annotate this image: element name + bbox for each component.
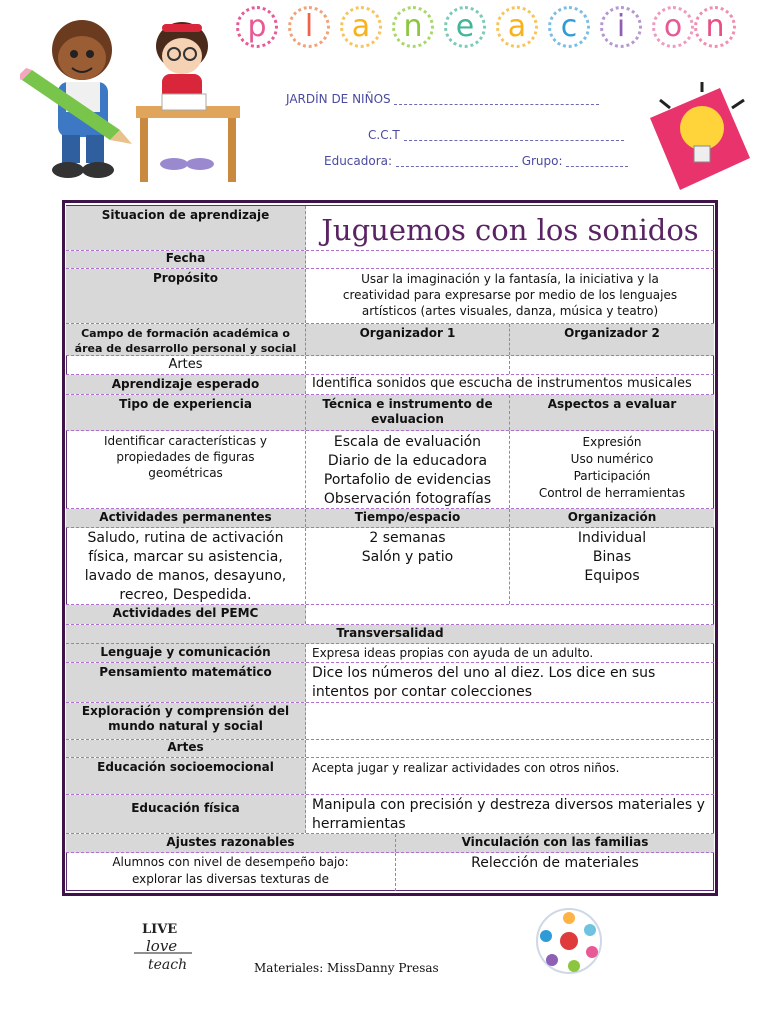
- grupo-label: Grupo:: [521, 154, 563, 168]
- tiempo-values[interactable]: [306, 528, 510, 604]
- tipo-value: Identificar características y propiedades de figuras geométricas: [103, 434, 268, 480]
- aspecto-item: Expresión: [582, 435, 642, 449]
- title-letter: o: [652, 6, 694, 48]
- artes-label: Artes: [167, 740, 204, 754]
- tipo-label: Tipo de experiencia: [119, 397, 252, 411]
- organizador1-value[interactable]: [306, 356, 510, 374]
- organizacion-item: Equipos: [584, 568, 640, 584]
- lenguaje-value: Expresa ideas propias con ayuda de un adulto.: [312, 646, 594, 660]
- aspecto-item: Uso numérico: [570, 452, 654, 466]
- organizacion-item: Individual: [577, 530, 647, 546]
- row-situacion: [66, 206, 714, 251]
- svg-text:teach: teach: [148, 957, 188, 973]
- tiempo-label: Tiempo/espacio: [354, 510, 461, 524]
- tecnica-label: Técnica e instrumento de evaluacion: [322, 397, 493, 426]
- educadora-field[interactable]: [396, 156, 518, 167]
- row-tipo-values: [66, 431, 714, 509]
- live-love-teach-logo: [130, 913, 200, 983]
- exploracion-value[interactable]: [306, 703, 714, 739]
- lightbulb-icon: [640, 78, 755, 198]
- vinculacion-label: Vinculación con las familias: [461, 835, 649, 849]
- girl-at-desk-illustration: [132, 14, 244, 194]
- title-letter: l: [288, 6, 330, 48]
- tiempo-item: Salón y patio: [361, 549, 454, 565]
- jardin-field[interactable]: [394, 94, 599, 105]
- fisica-value: Manipula con precisión y destreza diversos materiales y herramientas: [312, 797, 705, 832]
- artes-value[interactable]: [306, 740, 714, 757]
- circular-school-logo: [534, 906, 604, 976]
- title-letter: n: [694, 6, 736, 48]
- organizacion-values[interactable]: [510, 528, 714, 604]
- row-actividades-values: [66, 528, 714, 605]
- credits-text: Materiales: MissDanny Presas: [254, 961, 439, 975]
- organizacion-item: Binas: [592, 549, 632, 565]
- title-letter: e: [444, 6, 486, 48]
- title-letter: a: [340, 6, 382, 48]
- ajustes-value: Alumnos con nivel de desempeño bajo: explorar las diversas texturas de: [112, 855, 349, 886]
- title-planeacion: [236, 6, 736, 56]
- socio-label: Educación socioemocional: [97, 760, 274, 774]
- ajustes-label: Ajustes razonables: [166, 835, 295, 849]
- grupo-field[interactable]: [566, 156, 628, 167]
- row-lenguaje: [66, 644, 714, 663]
- campo-label: Campo de formación académica o área de desarrollo personal y social: [74, 327, 297, 355]
- aspecto-item: Participación: [573, 469, 651, 483]
- fisica-label: Educación física: [131, 801, 240, 815]
- organizador2-label: Organizador 2: [564, 326, 660, 340]
- aprendizaje-value: Identifica sonidos que escucha de instrumentos musicales: [312, 376, 692, 391]
- fecha-value[interactable]: [306, 251, 714, 268]
- exploracion-label: Exploración y comprensión del mundo natural y social: [81, 704, 290, 733]
- title-letter: n: [392, 6, 434, 48]
- organizador1-label: Organizador 1: [359, 326, 456, 340]
- lenguaje-label: Lenguaje y comunicación: [100, 645, 271, 659]
- aspectos-label: Aspectos a evaluar: [547, 397, 677, 411]
- aprendizaje-label: Aprendizaje esperado: [111, 377, 260, 391]
- title-letter: p: [236, 6, 278, 48]
- boy-with-pencil-illustration: [20, 10, 140, 185]
- row-educacion-fisica: [66, 795, 714, 834]
- organizador2-value[interactable]: [510, 356, 714, 374]
- aspectos-values[interactable]: [510, 431, 714, 508]
- situacion-label: Situacion de aprendizaje: [101, 208, 270, 222]
- cct-label: C.C.T: [368, 128, 400, 142]
- row-exploracion: [66, 703, 714, 740]
- row-proposito: [66, 269, 714, 324]
- tecnica-values[interactable]: [306, 431, 510, 508]
- aspecto-item: Control de herramientas: [538, 486, 686, 500]
- vinculacion-value: Relección de materiales: [471, 855, 639, 871]
- row-artes: [66, 740, 714, 758]
- socio-value: Acepta jugar y realizar actividades con otros niños.: [312, 761, 620, 775]
- cct-field[interactable]: [404, 130, 624, 141]
- row-actividades-headers: [66, 509, 714, 528]
- proposito-label: Propósito: [152, 271, 219, 285]
- tecnica-item: Portafolio de evidencias: [323, 472, 492, 488]
- row-campo-headers: [66, 324, 714, 356]
- title-letter: c: [548, 6, 590, 48]
- row-socioemocional: [66, 758, 714, 795]
- proposito-value: Usar la imaginación y la fantasía, la iniciativa y la creatividad para expresarse por medio de los lenguajes artísticos (artes visuales, danza, música y teatro): [342, 272, 678, 318]
- row-aprendizaje: [66, 375, 714, 395]
- situacion-title: Juguemos con los sonidos: [321, 213, 699, 247]
- tecnica-item: Observación fotografías: [323, 491, 492, 507]
- educadora-label: Educadora:: [324, 154, 393, 168]
- fecha-label: Fecha: [165, 251, 206, 265]
- row-tipo-headers: [66, 395, 714, 431]
- row-ajustes-values: [66, 853, 714, 891]
- svg-text:LIVE: LIVE: [142, 922, 178, 937]
- row-pensamiento: [66, 663, 714, 703]
- act-perm-value: Saludo, rutina de activación física, marcar su asistencia, lavado de manos, desayuno, recreo, Despedida.: [84, 530, 287, 603]
- tecnica-item: Diario de la educadora: [327, 453, 488, 469]
- tecnica-item: Escala de evaluación: [333, 434, 482, 450]
- act-perm-label: Actividades permanentes: [99, 510, 272, 524]
- pemc-value[interactable]: [306, 605, 714, 624]
- row-pemc: [66, 605, 714, 625]
- organizacion-label: Organización: [567, 510, 657, 524]
- campo-value: Artes: [168, 357, 203, 372]
- pensamiento-value: Dice los números del uno al diez. Los dice en sus intentos por contar colecciones: [312, 665, 656, 700]
- transversalidad-label: Transversalidad: [336, 626, 444, 640]
- title-letter: i: [600, 6, 642, 48]
- tiempo-item: 2 semanas: [369, 530, 446, 546]
- row-fecha: [66, 251, 714, 269]
- row-ajustes-headers: [66, 834, 714, 853]
- pensamiento-label: Pensamiento matemático: [99, 665, 272, 679]
- svg-text:love: love: [146, 937, 178, 955]
- row-campo-values: [66, 356, 714, 375]
- pemc-label: Actividades del PEMC: [112, 606, 259, 620]
- title-letter: a: [496, 6, 538, 48]
- row-transversalidad: [66, 625, 714, 644]
- jardin-label: JARDÍN DE NIÑOS: [286, 92, 391, 106]
